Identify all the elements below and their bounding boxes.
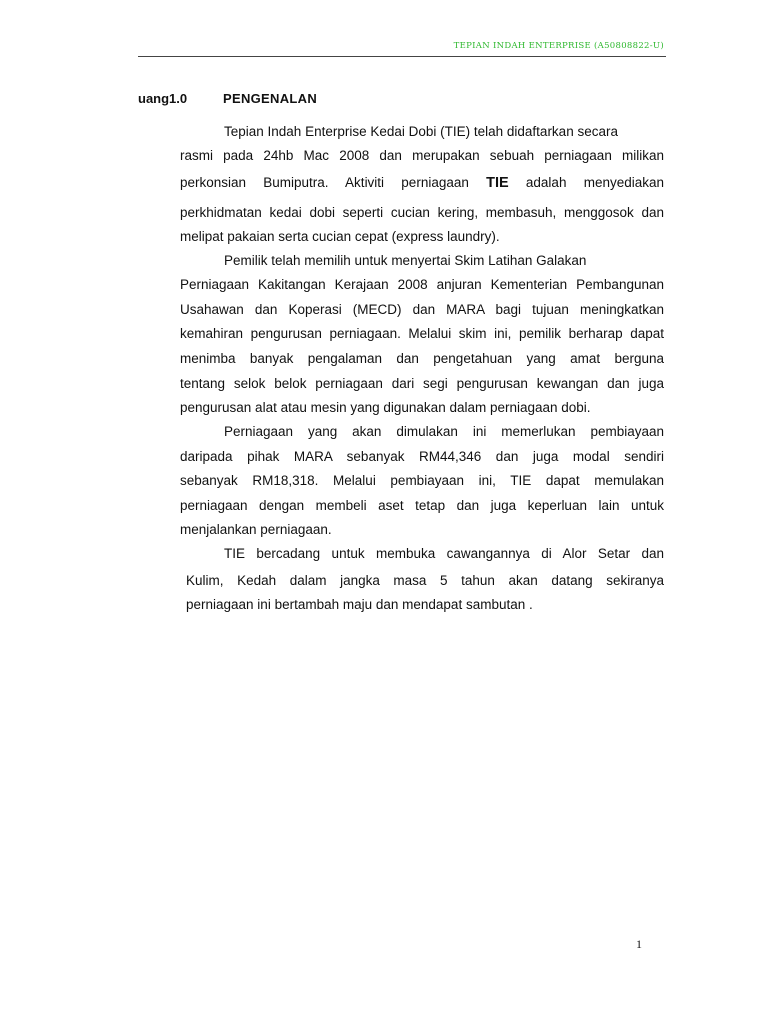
paragraph-text: perkonsian Bumiputra. Aktiviti perniagaan xyxy=(180,175,487,190)
section-number: uang1.0 xyxy=(138,91,188,106)
paragraph-line: perniagaan ini bertambah maju dan mendapat sambutan . xyxy=(186,597,533,612)
paragraph-line: Perniagaan Kakitangan Kerajaan 2008 anjuran Kementerian Pembangunan xyxy=(180,277,664,292)
paragraph-line xyxy=(180,175,664,191)
running-header: TEPIAN INDAH ENTERPRISE (A50808822-U) xyxy=(453,41,664,51)
paragraph-line: tentang selok belok perniagaan dari segi pengurusan kewangan dan juga xyxy=(180,376,664,391)
paragraph-line: sebanyak RM18,318. Melalui pembiayaan ini, TIE dapat memulakan xyxy=(180,473,664,488)
paragraph-line: pengurusan alat atau mesin yang digunakan dalam perniagaan dobi. xyxy=(180,400,591,415)
paragraph-line: kemahiran pengurusan perniagaan. Melalui skim ini, pemilik berharap dapat xyxy=(180,326,664,341)
header-rule xyxy=(138,56,666,57)
paragraph-line: perkhidmatan kedai dobi seperti cucian kering, membasuh, menggosok dan xyxy=(180,205,664,220)
page-number: 1 xyxy=(636,937,642,951)
paragraph-line: rasmi pada 24hb Mac 2008 dan merupakan sebuah perniagaan milikan xyxy=(180,148,664,163)
paragraph-line: Usahawan dan Koperasi (MECD) dan MARA bagi tujuan meningkatkan xyxy=(180,302,664,317)
paragraph-line: melipat pakaian serta cucian cepat (express laundry). xyxy=(180,229,500,244)
paragraph-line: Tepian Indah Enterprise Kedai Dobi (TIE) telah didaftarkan secara xyxy=(224,124,618,139)
paragraph-line: daripada pihak MARA sebanyak RM44,346 dan juga modal sendiri xyxy=(180,449,664,464)
paragraph-line: Kulim, Kedah dalam jangka masa 5 tahun akan datang sekiranya xyxy=(186,573,664,588)
paragraph-line: TIE bercadang untuk membuka cawangannya di Alor Setar dan xyxy=(224,546,664,561)
paragraph-line: menimba banyak pengalaman dan pengetahuan yang amat berguna xyxy=(180,351,664,366)
paragraph-line: menjalankan perniagaan. xyxy=(180,522,332,537)
paragraph-line: perniagaan dengan membeli aset tetap dan juga keperluan lain untuk xyxy=(180,498,664,513)
company-abbreviation: TIE xyxy=(486,175,509,191)
section-title: PENGENALAN xyxy=(223,91,318,106)
paragraph-line: Pemilik telah memilih untuk menyertai Skim Latihan Galakan xyxy=(224,253,587,268)
paragraph-text: adalah menyediakan xyxy=(508,175,664,190)
paragraph-line: Perniagaan yang akan dimulakan ini memerlukan pembiayaan xyxy=(224,424,664,439)
